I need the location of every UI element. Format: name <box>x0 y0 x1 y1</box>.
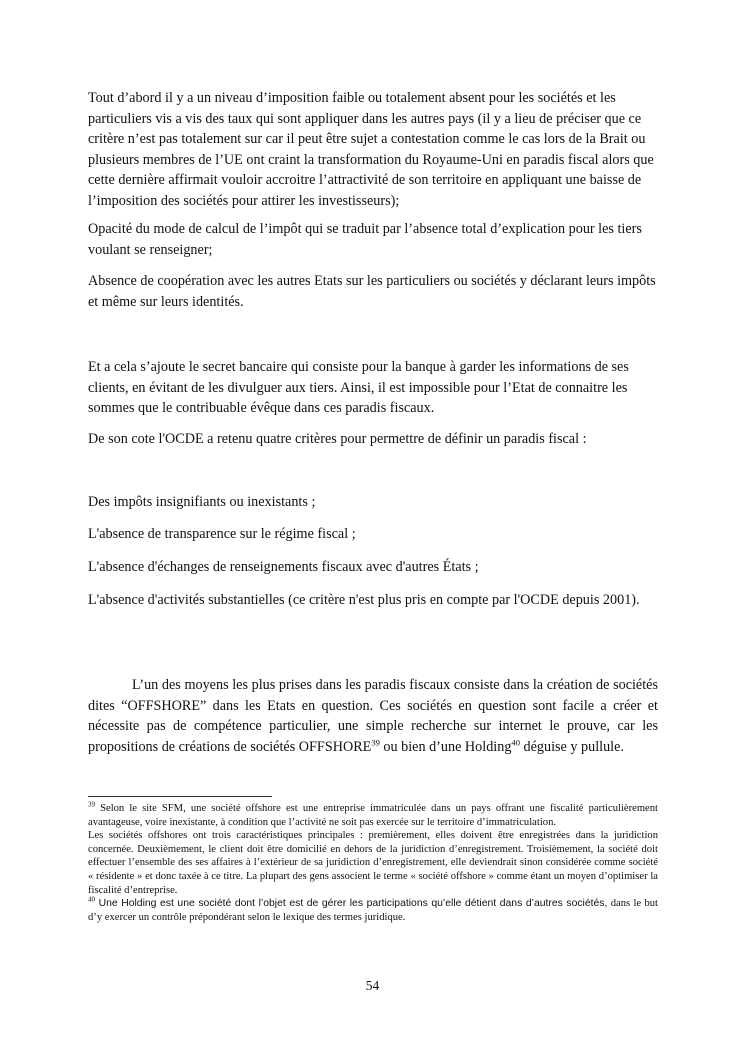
footnotes <box>88 802 658 924</box>
offshore-text-part2: ou bien d’une Holding <box>379 738 512 755</box>
paragraph-offshore <box>88 675 658 757</box>
page-number: 54 <box>365 978 380 993</box>
footnote-40-marker: 40 <box>88 895 95 904</box>
footnote-39-marker: 39 <box>88 800 95 809</box>
paragraph-bank-secrecy: Et a cela s’ajoute le secret bancaire qui consiste pour la banque à garder les informations de ses clients, en évitant de les divulguer aux tiers. Ainsi, il est impossible pour l’Etat de connaitre les sommes que le contribuable évêque dans ces paradis fiscaux. <box>88 359 629 416</box>
offshore-text-part3: déguise y pullule. <box>519 738 624 755</box>
criterion-item: Des impôts insignifiants ou inexistants ; <box>88 494 316 510</box>
footnote-ref-39: 39 <box>371 736 380 747</box>
footnote-39 <box>88 802 658 829</box>
paragraph-ocde-intro: De son cote l'OCDE a retenu quatre critères pour permettre de définir un paradis fiscal : <box>88 431 587 447</box>
criterion-item: L'absence d'activités substantielles (ce critère n'est plus pris en compte par l'OCDE depuis 2001). <box>88 592 640 608</box>
footnote-40 <box>88 897 658 924</box>
footnote-39-text: Selon le site SFM, une société offshore est une entreprise immatriculée dans un pays offrant une fiscalité particulièrement avantageuse, voire inexistante, à condition que l’activité ne soit pas exercée sur le territoire d’immatriculation. <box>88 803 658 828</box>
paragraph-opacity: Opacité du mode de calcul de l’impôt qui se traduit par l’absence total d’explication pour les tiers voulant se renseigner; <box>88 221 642 258</box>
paragraph-cooperation: Absence de coopération avec les autres Etats sur les particuliers ou sociétés y déclarant leurs impôts et même sur leurs identités. <box>88 273 656 310</box>
footnote-ref-40: 40 <box>511 736 520 747</box>
footnote-separator <box>88 796 272 797</box>
paragraph-low-taxation: Tout d’abord il y a un niveau d’imposition faible ou totalement absent pour les sociétés et les particuliers vis a vis des taux qui sont appliquer dans les autres pays (il y a lieu de préciser que ce critère n’est pas totalement sur car il peut être sujet a contestation comme le cas lors de la Brait ou plusieurs membres de l’UE ont craint la transformation du Royaume-Uni en paradis fiscal alors que cette dernière affirmait vouloir accroitre l’attractivité de son territoire en appliquant une baisse de l’imposition des sociétés pour attirer les investisseurs); <box>88 90 654 209</box>
criterion-item: L'absence de transparence sur le régime fiscal ; <box>88 526 356 542</box>
footnote-39-continued: Les sociétés offshores ont trois caractéristiques principales : premièrement, elles doivent être enregistrées dans la juridiction concernée. Deuxièmement, le client doit être domicilié en dehors de la juridiction d’enregistrement. Troisièmement, la société doit effectuer l’ensemble des ses affaires à l’extérieur de sa juridiction d’enregistrement, elle deviendrait sinon considérée comme société « résidente » et donc taxée à ce titre. La plupart des gens associent le terme « société offshore » comme étant un moyen d’optimiser la fiscalité d’entreprise. <box>88 830 658 896</box>
footnote-40-text-continued: dans le but d’y exercer un contrôle prépondérant selon le lexique des termes juridique. <box>88 898 659 923</box>
footnote-40-text: Une Holding est une société dont l’objet est de gérer les participations qu’elle détient dans d’autres sociétés, <box>95 898 608 910</box>
criterion-item: L'absence d'échanges de renseignements fiscaux avec d'autres États ; <box>88 559 479 575</box>
offshore-text-part1: L’un des moyens les plus prises dans les paradis fiscaux consiste dans la création de sociétés dites “OFFSHORE” dans les Etats en question. Ces sociétés en question sont facile a créer et nécessite pas de compétence particulier, une simple recherche sur internet le prouve, car les propositions de créations de sociétés OFFSHORE <box>88 677 658 755</box>
